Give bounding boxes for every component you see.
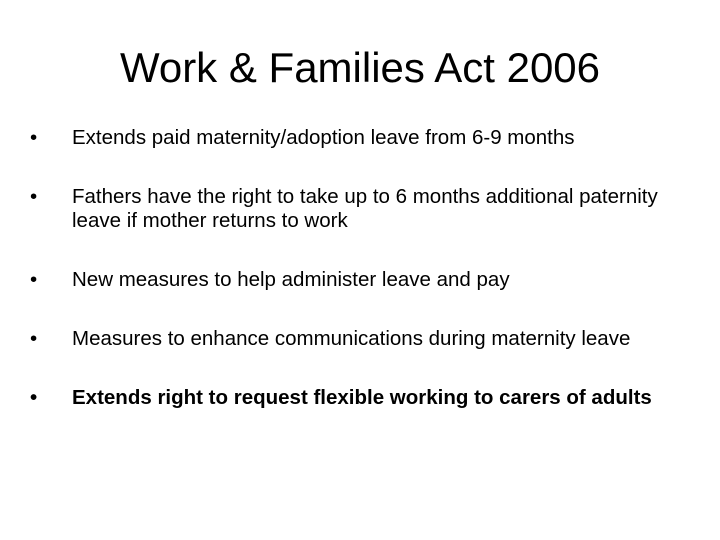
bullet-item xyxy=(30,386,690,410)
bullet-item xyxy=(30,185,690,233)
bullet-item xyxy=(30,327,690,351)
bullet-dot: • xyxy=(30,126,38,149)
bullet-dot: • xyxy=(30,386,38,409)
bullet-list xyxy=(30,126,690,445)
bullet-text: Extends right to request flexible working to carers of adults xyxy=(72,386,652,409)
bullet-text: Measures to enhance communications during maternity leave xyxy=(72,327,631,350)
bullet-text: Extends paid maternity/adoption leave from 6-9 months xyxy=(72,126,575,149)
bullet-item xyxy=(30,268,690,292)
bullet-text: Fathers have the right to take up to 6 months additional paternity leave if mother returns to work xyxy=(72,185,658,232)
bullet-dot: • xyxy=(30,268,38,291)
bullet-item xyxy=(30,126,690,150)
bullet-text: New measures to help administer leave and pay xyxy=(72,268,510,291)
bullet-dot: • xyxy=(30,327,38,350)
slide-title: Work & Families Act 2006 xyxy=(119,44,601,91)
bullet-dot: • xyxy=(30,185,38,208)
